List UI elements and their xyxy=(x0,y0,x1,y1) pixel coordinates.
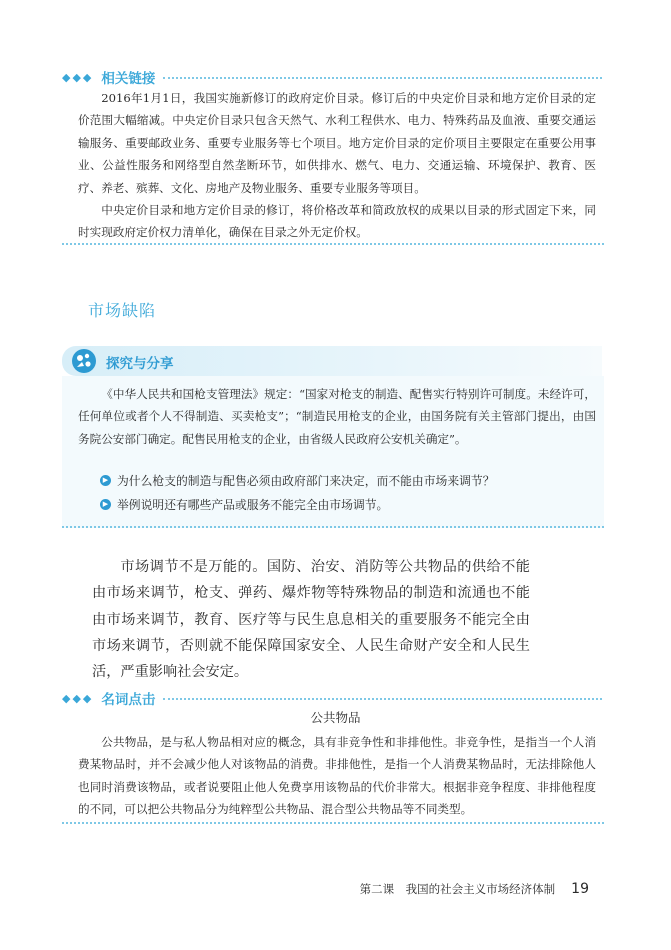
explore-icon xyxy=(70,347,98,375)
question-text: 举例说明还有哪些产品或服务不能完全由市场调节。 xyxy=(117,497,389,512)
page-footer xyxy=(360,881,589,897)
term-header xyxy=(62,688,602,708)
related-link-body xyxy=(78,87,596,244)
term-text xyxy=(78,731,596,821)
diamond-icon: ◆◆◆ xyxy=(62,70,94,84)
list-item xyxy=(100,492,495,516)
term-paragraph: 公共物品，是与私人物品相对应的概念，具有非竞争性和非排他性。非竞争性，是指当一个人消费某物品时，并不会减少他人对该物品的消费。非排他性，是指一个人消费某物品时，无法排除他人也同时消费该物品，或者说要阻止他人免费享用该物品的代价非常大。根据非竞争程度、非排他程度的不同，可以把公共物品分为纯粹型公共物品、混合型公共物品等不同类型。 xyxy=(78,735,596,817)
related-link-header xyxy=(62,67,602,87)
main-paragraph: 市场调节不是万能的。国防、治安、消防等公共物品的供给不能由市场来调节，枪支、弹药、爆炸物等特殊物品的制造和流通也不能由市场来调节，教育、医疗等与民生息息相关的重要服务不能完全由市场来调节，否则就不能保障国家安全、人民生命财产安全和人民生活，严重影响社会安定。 xyxy=(92,559,530,681)
diamond-icon: ◆◆◆ xyxy=(62,691,94,705)
question-text: 为什么枪支的制造与配售必须由政府部门来决定，而不能由市场来调节？ xyxy=(117,473,495,488)
play-bullet-icon: ▶ xyxy=(100,499,111,510)
main-text xyxy=(92,554,530,685)
play-bullet-icon: ▶ xyxy=(100,475,111,486)
dotted-divider xyxy=(62,822,604,824)
related-link-title: 相关链接 xyxy=(101,71,156,87)
related-paragraph-2: 中央定价目录和地方定价目录的修订，将价格改革和简政放权的成果以目录的形式固定下来，同时实现政府定价权力清单化，确保在目录之外无定价权。 xyxy=(78,203,596,240)
list-item xyxy=(100,468,495,492)
section-title: 市场缺陷 xyxy=(88,301,157,320)
question-list xyxy=(100,468,495,516)
term-header-title: 名词点击 xyxy=(101,692,156,708)
dotted-divider xyxy=(163,77,602,79)
page-number: 19 xyxy=(571,881,589,897)
explore-title: 探究与分享 xyxy=(106,356,174,372)
term-title: 公共物品 xyxy=(310,710,361,725)
related-paragraph-1: 2016年1月1日，我国实施新修订的政府定价目录。修订后的中央定价目录和地方定价目录的定价范围大幅缩减。中央定价目录只包含天然气、水利工程供水、电力、特殊药品及血液、重要交通运输服务、重要邮政业务、重要专业服务等七个项目。地方定价目录的定价项目主要限定在重要公用事业、公益性服务和网络型自然垄断环节，如供排水、燃气、电力、交通运输、环境保护、教育、医疗、养老、殡葬、文化、房地产及物业服务、重要专业服务等项目。 xyxy=(78,91,596,195)
chapter-title: 第二课 我国的社会主义市场经济体制 xyxy=(359,882,556,896)
dotted-divider xyxy=(163,698,602,700)
explore-paragraph: 《中华人民共和国枪支管理法》规定：“国家对枪支的制造、配售实行特别许可制度。未经许可，任何单位或者个人不得制造、买卖枪支”；“制造民用枪支的企业，由国务院有关主管部门提出，由国务院公安部门确定。配售民用枪支的企业，由省级人民政府公安机关确定”。 xyxy=(78,387,596,446)
dotted-divider xyxy=(62,243,604,245)
explore-text xyxy=(78,383,596,450)
